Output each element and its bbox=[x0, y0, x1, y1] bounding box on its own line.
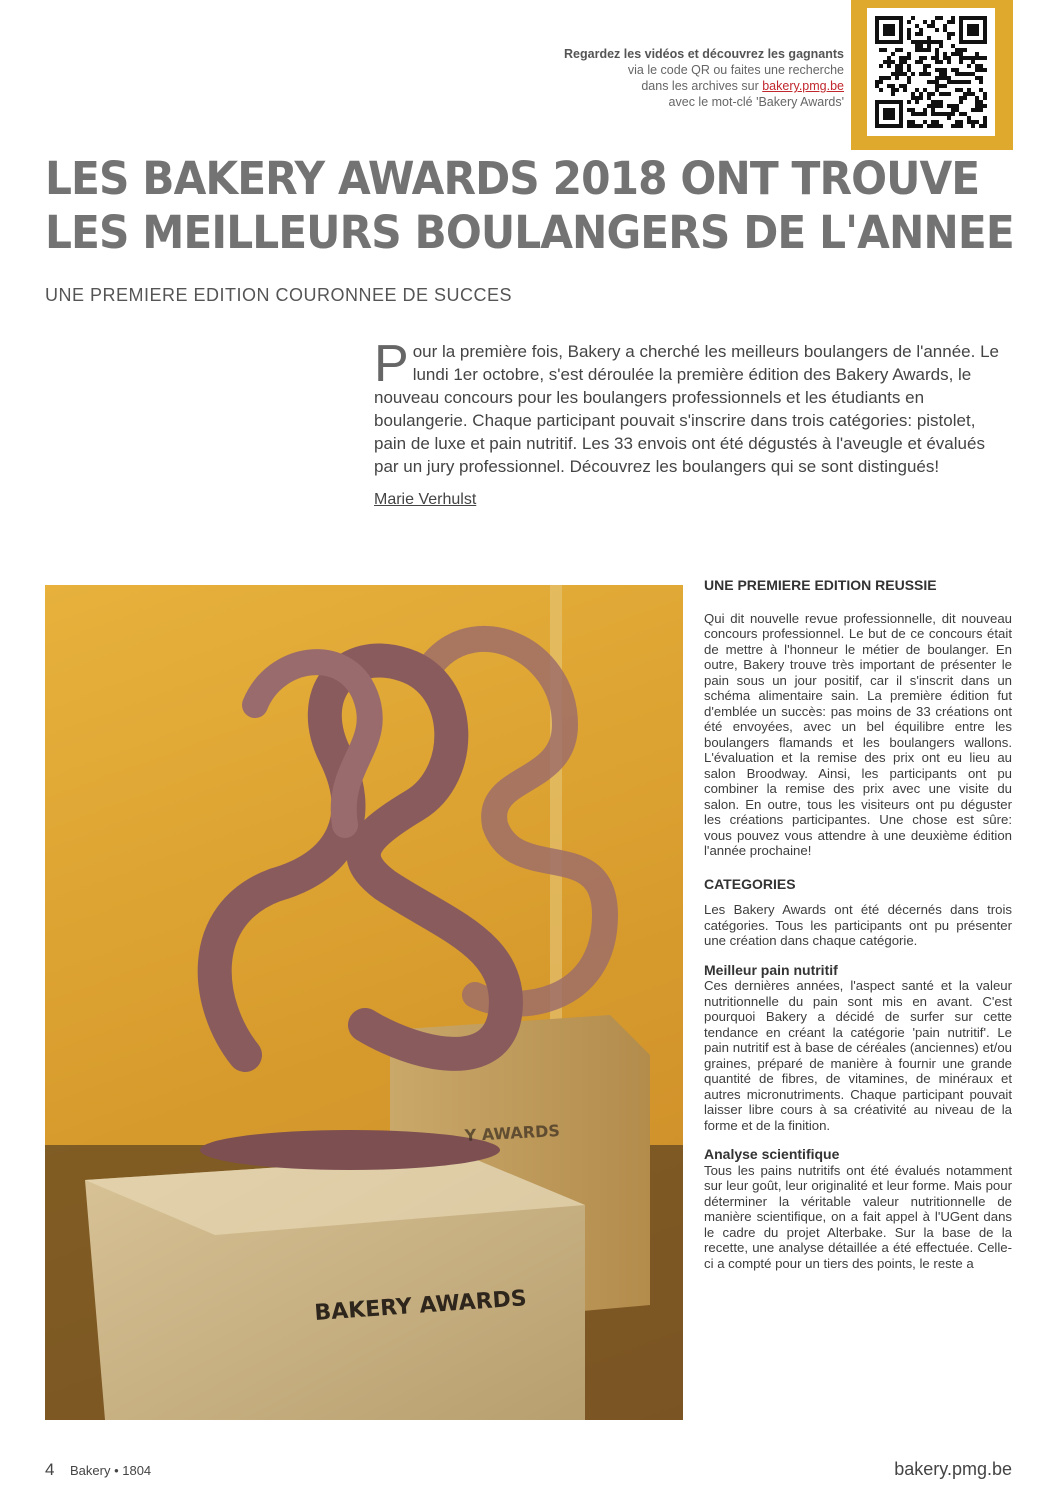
section1-heading: UNE PREMIERE EDITION REUSSIE bbox=[704, 577, 937, 593]
footer-url[interactable]: bakery.pmg.be bbox=[894, 1459, 1012, 1479]
qr-code[interactable] bbox=[867, 8, 995, 136]
qr-note-line2: via le code QR ou faites une recherche bbox=[627, 63, 844, 77]
title-line1: LES BAKERY AWARDS 2018 ONT TROUVE bbox=[45, 152, 980, 205]
author-name: Marie Verhulst bbox=[374, 491, 477, 508]
publication-issue: Bakery • 1804 bbox=[70, 1463, 152, 1478]
section1-text: Qui dit nouvelle revue professionnelle, dit nouveau concours professionnel. Le but de ce concours était de mettre à l'honneur le métier de boulanger. En outre, Bakery trouve très important de présenter le pain sous un jour positif, car il s'inscrit dans un schéma alimentaire sain. La première édition fut d'emblée un succès: pas moins de 33 créations ont été envoyées, avec un bel équilibre entre les boulangers flamands et les boulangers wallons. L'évaluation et la remise des prix ont eu lieu au salon Broodway. Ainsi, les participants ont pu combiner la remise des prix avec une visite du salon. En outre, tous les visiteurs ont pu déguster les créations participantes. Une chose est sûre: vous pouvez vous attendre à une deuxième édition l'année prochaine! bbox=[704, 610, 1012, 858]
drop-cap: P bbox=[374, 335, 409, 393]
intro-text: our la première fois, Bakery a cherché les meilleurs boulangers de l'année. Le lundi 1er octobre, s'est déroulée la première édition des Bakery Awards, le nouveau concours pour les boulangers professionnels et les étudiants en boulangerie. Chaque participant pouvait s'inscrire dans trois catégories: pistolet, pain de luxe et pain nutritif. Les 33 envois ont été dégustés à l'aveugle et évalués par un jury professionnel. Découvrez les boulangers qui se sont distingués! bbox=[374, 342, 999, 476]
qr-code-frame bbox=[851, 0, 1013, 150]
page-title bbox=[45, 152, 1014, 260]
qr-code-icon bbox=[875, 16, 987, 128]
plaque-front-text: BAKERY AWARDS bbox=[313, 1286, 528, 1326]
qr-note-line4: avec le mot-clé 'Bakery Awards' bbox=[668, 95, 844, 109]
page-number: 4 bbox=[45, 1460, 55, 1479]
title-line2: LES MEILLEURS BOULANGERS DE L'ANNEE bbox=[45, 206, 1014, 259]
qr-note-line3-prefix: dans les archives sur bbox=[641, 79, 763, 93]
trophy-photo bbox=[45, 585, 683, 1420]
section2-heading: CATEGORIES bbox=[704, 875, 796, 892]
intro-paragraph bbox=[374, 335, 1010, 478]
subsection2-text: Tous les pains nutritifs ont été évalués notamment sur leur goût, leur originalité et leur forme. Mais pour déterminer la véritable valeur nutritionnelle de manière scientifique, on a fait appel à l'UGent dans le cadre du projet Alterbake. Sur la base de la recette, une analyse détaillée a été effectuée. Celle-ci a compté pour un tiers des points, le reste a bbox=[704, 1162, 1012, 1271]
qr-instructions bbox=[504, 46, 844, 110]
section2-text: Les Bakery Awards ont été décernés dans trois catégories. Tous les participants ont pu présenter une création dans chaque catégorie. bbox=[704, 902, 1012, 948]
qr-note-link[interactable]: bakery.pmg.be bbox=[762, 79, 844, 93]
article-column bbox=[704, 578, 1012, 1271]
subsection1-text: Ces dernières années, l'aspect santé et la valeur nutritionnelle du pain sont mis en avant. C'est pourquoi Bakery a décidé de surfer sur cette tendance en créant la catégorie 'pain nutritif'. Le pain nutritif est à base de céréales (anciennes) et/ou graines, préparé de manière à fournir une grande quantité de fibres, de vitamines, de minéraux et autres micronutriments. Chaque participant pouvait laisser libre cours à sa créativité au niveau de la forme et de la finition. bbox=[704, 978, 1012, 1133]
subsection2-heading: Analyse scientifique bbox=[704, 1146, 840, 1162]
trophy-illustration bbox=[45, 585, 683, 1420]
trophy-base bbox=[200, 1130, 500, 1170]
page-subtitle: UNE PREMIERE EDITION COURONNEE DE SUCCES bbox=[45, 285, 513, 305]
subsection1-heading: Meilleur pain nutritif bbox=[704, 961, 838, 978]
plaque-back-text: Y AWARDS bbox=[464, 1121, 561, 1145]
qr-note-line1: Regardez les vidéos et découvrez les gagnants bbox=[564, 47, 844, 61]
